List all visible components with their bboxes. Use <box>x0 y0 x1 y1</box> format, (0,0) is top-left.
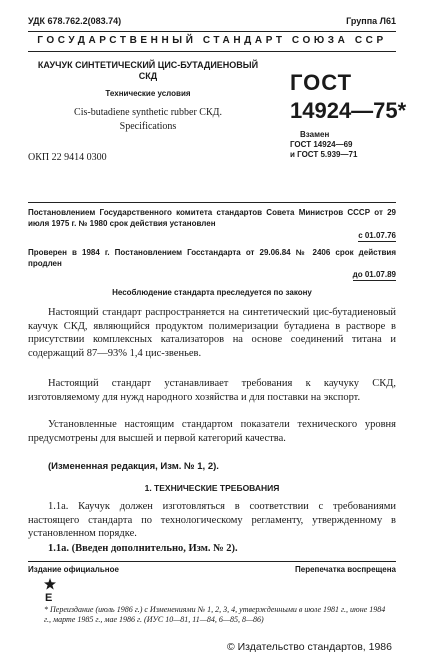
section-title: 1. ТЕХНИЧЕСКИЕ ТРЕБОВАНИЯ <box>144 483 280 493</box>
amendment-note: (Измененная редакция, Изм. № 1, 2). <box>48 461 219 472</box>
paragraph-scope: Настоящий стандарт распространяется на синтетический цис-бутадиеновый каучук СКД, являющийся продуктом полимеризации бутадиена в растворе в присутствии комплексных катализаторов на основе соединений титана и содержащий 87—93% 1,4 цис-звеньев. <box>28 307 396 359</box>
gost-number: 14924—75* <box>290 98 407 123</box>
udk-code: УДК 678.762.2(083.74) <box>28 16 122 26</box>
effective-date: с 01.07.76 <box>358 231 396 240</box>
paragraph-quality: Установленные настоящим стандартом показатели технического уровня предусмотрены для высшей и первой категорий качества. <box>28 419 396 444</box>
group-code: Группа Л61 <box>346 16 396 26</box>
gost-label: ГОСТ <box>290 70 353 95</box>
title-rule <box>28 202 396 203</box>
english-title: Cis-butadiene synthetic rubber СКД. <box>74 107 222 118</box>
banner-rule <box>28 51 396 52</box>
copyright-notice: © Издательство стандартов, 1986 <box>226 641 392 653</box>
reissue-footnote: * Переиздание (июль 1986 г.) с Изменениями № 1, 2, 3, 4, утвержденными в июле 1981 г., июне 1984 г., марте 1985 г., мае 1986 г. (ИУС 10—81, 11—84, 6—85, 8—86) <box>44 605 386 624</box>
paragraph-1-1a: 1.1а. Каучук должен изготовляться в соответствии с требованиями настоящего стандарта по технологическому регламенту, утвержденному в установленном порядке. <box>28 501 396 539</box>
paragraph-requirements: Настоящий стандарт устанавливает требования к каучуку СКД, изготовляемому для нужд народного хозяйства и для поставки на экспорт. <box>28 378 396 403</box>
paragraph-1-1a-added: 1.1а. (Введен дополнительно, Изм. № 2). <box>48 543 238 554</box>
replaces-standard-2: и ГОСТ 5.939—71 <box>290 150 358 159</box>
replaces-label: Взамен <box>300 130 330 139</box>
english-subtitle: Specifications <box>119 121 177 132</box>
document-title: КАУЧУК СИНТЕТИЧЕСКИЙ ЦИС-БУТАДИЕНОВЫЙ СКД <box>37 60 259 81</box>
okp-code: ОКП 22 9414 0300 <box>28 152 107 163</box>
replaces-standard-1: ГОСТ 14924—69 <box>290 140 353 149</box>
decree-text: Постановлением Государственного комитета стандартов Совета Министров СССР от 29 июля 1975 г. № 1980 срок действия установлен <box>28 208 396 228</box>
standard-banner: ГОСУДАРСТВЕННЫЙ СТАНДАРТ СОЮЗА ССР <box>37 35 387 46</box>
star-icon <box>44 578 56 590</box>
edition-letter: E <box>45 592 53 604</box>
document-subtitle: Технические условия <box>105 89 191 98</box>
official-edition-label: Издание официальное <box>28 565 119 574</box>
check-text: Проверен в 1984 г. Постановлением Госстандарта от 29.06.84 № 2406 срок действия продлен <box>28 248 396 268</box>
reprint-prohibited-label: Перепечатка воспрещена <box>295 565 396 574</box>
footer-rule <box>28 561 396 562</box>
extended-until: до 01.07.89 <box>352 270 396 279</box>
legal-warning: Несоблюдение стандарта преследуется по закону <box>112 288 312 297</box>
top-rule <box>28 31 396 32</box>
